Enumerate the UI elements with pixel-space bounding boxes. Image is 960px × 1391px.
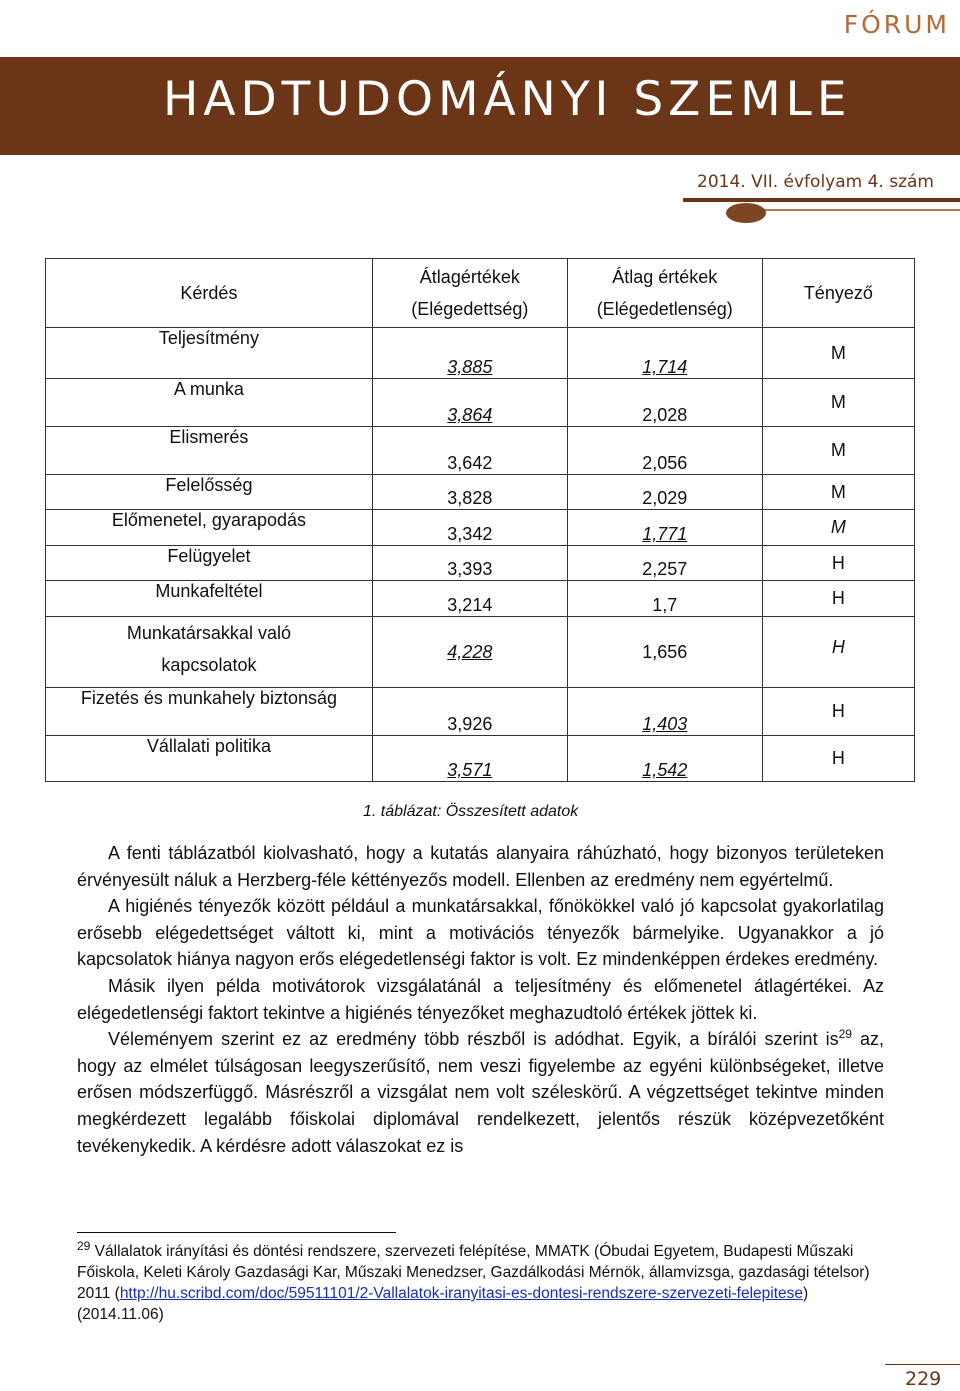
row-factor: H <box>762 581 914 617</box>
row-value-b: 2,028 <box>567 379 762 427</box>
row-factor: H <box>762 688 914 736</box>
summary-table <box>45 258 915 782</box>
issue-line <box>740 209 960 211</box>
header-atlag-elegedettseg <box>372 259 567 328</box>
paragraph: A higiénés tényezők között például a munkatársakkal, főnökökkel való jó kapcsolat gyakorlatilag erősebb elégedettséget váltott ki, mint a motivációs tényezők bármelyike. Ugyanakkor a jó kapcsolatok hiánya nagyon erős elégedetlenségi faktor is volt. Ez mindenképpen érdekes eredmény. <box>77 896 884 970</box>
issue-ornament <box>726 203 766 223</box>
table-caption: 1. táblázat: Összesített adatok <box>363 803 579 820</box>
footnote-ref[interactable]: 29 <box>838 1027 852 1042</box>
row-value-a: 3,864 <box>447 405 493 425</box>
table-row <box>46 688 915 736</box>
table-row <box>46 510 915 546</box>
header-atlag1-line2: (Elégedettség) <box>411 299 529 319</box>
row-question <box>46 617 373 688</box>
footnote-number: 29 <box>77 1238 91 1253</box>
row-value-a: 3,926 <box>372 688 567 736</box>
section-label: FÓRUM <box>843 10 950 39</box>
row-value-a: 4,228 <box>447 641 493 662</box>
row-question-line2: kapcsolatok <box>161 655 257 675</box>
header-atlag2-line2: (Elégedetlenség) <box>596 299 733 319</box>
row-value-b: 1,542 <box>642 760 688 780</box>
header-tenyezo: Tényező <box>762 259 914 328</box>
footnote-link[interactable]: http://hu.scribd.com/doc/59511101/2-Vallalatok-iranyitasi-es-dontesi-rendszere-szervezeti-felepitese <box>119 1285 804 1302</box>
footnote-tail: ) (2014.11.06) <box>77 1285 809 1323</box>
issue-strip <box>683 198 960 202</box>
table-row <box>46 736 915 782</box>
header-atlag1-line1: Átlagértékek <box>419 267 520 287</box>
paragraph: A fenti táblázatból kiolvasható, hogy a kutatás alanyaira ráhúzható, hogy bizonyos területeken érvényesült náluk a Herzberg-féle kéttényezős modell. Ellenben az eredmény nem egyértelmű. <box>77 843 884 890</box>
row-value-a: 3,828 <box>372 475 567 510</box>
header-atlag2-line1: Átlag értékek <box>612 267 718 287</box>
page-number: 229 <box>905 1368 942 1390</box>
table-row <box>46 379 915 427</box>
row-value-b: 1,714 <box>642 357 688 377</box>
paragraph <box>77 1026 884 1159</box>
row-question-line1: Munkatársakkal való <box>126 623 291 643</box>
row-value-b: 2,056 <box>567 427 762 475</box>
journal-title: HADTUDOMÁNYI SZEMLE <box>163 72 852 127</box>
row-value-b: 1,771 <box>642 524 688 544</box>
row-value-b: 1,7 <box>567 581 762 617</box>
row-value-b: 2,029 <box>567 475 762 510</box>
row-factor: M <box>762 379 914 427</box>
paragraph-part: az, hogy az elmélet túlságosan leegyszerűsítő, nem veszi figyelembe az egyéni különbségeket, illetve erősen módszerfüggő. Másrészről a vizsgálat nem volt széleskörű. A végzettséget tekintve minden megkérdezett legalább főiskolai diplomával rendelkezett, jelentős részük középvezetőként tevékenykedik. A kérdésre adott válaszokat ez is <box>77 1029 884 1156</box>
row-question: Előmenetel, gyarapodás <box>46 510 373 546</box>
row-value-a: 3,393 <box>372 546 567 581</box>
row-factor: H <box>762 546 914 581</box>
table-row <box>46 617 915 688</box>
header-atlag-elegedetlenseg <box>567 259 762 328</box>
row-value-b: 1,656 <box>567 617 762 688</box>
row-question: Felügyelet <box>46 546 373 581</box>
row-value-a: 3,571 <box>447 760 493 780</box>
footnote-divider <box>77 1232 396 1233</box>
row-question: A munka <box>46 379 373 427</box>
row-value-a: 3,342 <box>372 510 567 546</box>
footnote-text: Vállalatok irányítási és döntési rendszere, szervezeti felépítése, MMATK (Óbudai Egyetem, Budapesti Műszaki Főiskola, Keleti Károly Gazdasági Kar, Műszaki Menedzser, Gazdálkodási Mérnök, államvizsga, gazdasági tételsor) 2011 ( <box>77 1243 870 1302</box>
body-text <box>77 840 884 1159</box>
row-question: Teljesítmény <box>46 328 373 379</box>
paragraph: Másik ilyen példa motivátorok vizsgálatánál a teljesítmény és előmenetel átlagértékei. Az elégedetlenségi faktort tekintve a higiénés tényezőket meghazudtoló értékek jöttek ki. <box>77 975 884 1023</box>
table-row <box>46 328 915 379</box>
row-factor: M <box>762 328 914 379</box>
row-value-a: 3,642 <box>372 427 567 475</box>
row-value-a: 3,885 <box>447 357 493 377</box>
row-question: Elismerés <box>46 427 373 475</box>
row-factor: H <box>831 636 845 657</box>
row-value-b: 1,403 <box>642 714 688 734</box>
row-question: Fizetés és munkahely biztonság <box>46 688 373 736</box>
page-number-rule <box>885 1364 960 1365</box>
row-question: Munkafeltétel <box>46 581 373 617</box>
table-row <box>46 581 915 617</box>
issue-label: 2014. VII. évfolyam 4. szám <box>683 166 960 198</box>
footnote <box>77 1238 887 1325</box>
row-value-b: 2,257 <box>567 546 762 581</box>
row-factor: H <box>762 736 914 782</box>
table-header-row <box>46 259 915 328</box>
row-factor: M <box>830 517 846 537</box>
table-row <box>46 427 915 475</box>
row-question: Felelősség <box>46 475 373 510</box>
table-row <box>46 546 915 581</box>
row-value-a: 3,214 <box>372 581 567 617</box>
header-kerdes: Kérdés <box>46 259 373 328</box>
row-factor: M <box>762 475 914 510</box>
row-question: Vállalati politika <box>46 736 373 782</box>
paragraph-part: Véleményem szerint ez az eredmény több részből is adódhat. Egyik, a bírálói szerint is <box>108 1029 839 1050</box>
table-row <box>46 475 915 510</box>
row-factor: M <box>762 427 914 475</box>
